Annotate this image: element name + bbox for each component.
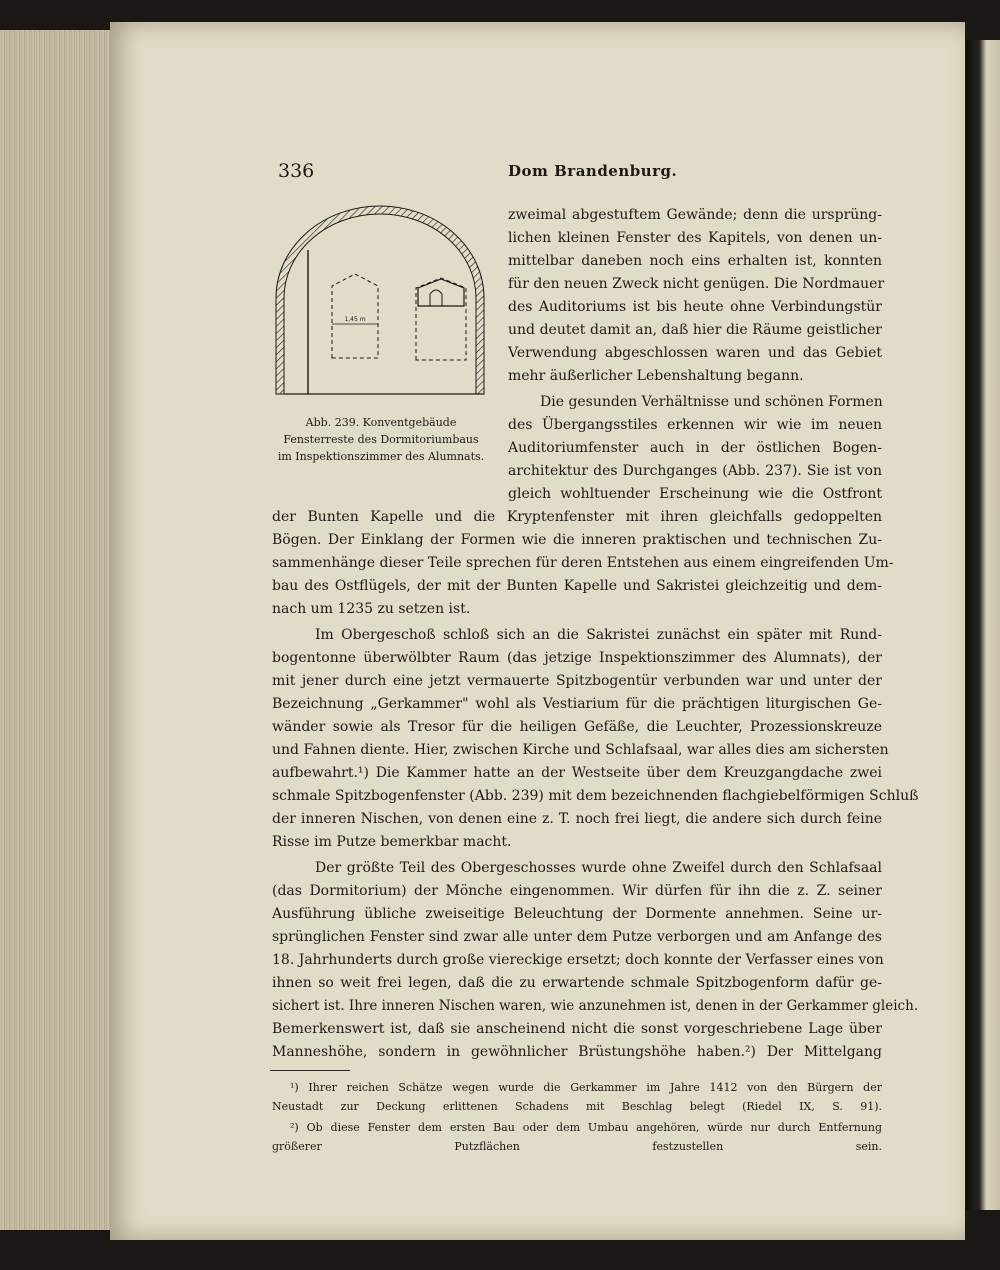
text-line: und Fahnen diente. Hier, zwischen Kirche und Schlafsaal, war alles dies am sichersten [272, 742, 889, 758]
text-line: zweimal abgestuftem Gewände; denn die ursprüng- [508, 207, 882, 223]
footnote-rule [270, 1070, 350, 1071]
footnote-line: ²) Ob diese Fenster dem ersten Bau oder dem Umbau angehören, würde nur durch Entfernung [290, 1121, 882, 1134]
footnote-line: ¹) Ihrer reichen Schätze wegen wurde die Gerkammer im Jahre 1412 von den Bürgern der [290, 1081, 882, 1094]
dimension-label: 1,45 m [344, 316, 366, 323]
text-line: des Übergangsstiles erkennen wir wie im neuen [508, 417, 882, 433]
text-line: Manneshöhe, sondern in gewöhnlicher Brüstungshöhe haben.²) Der Mittelgang [272, 1044, 882, 1060]
text-line: bau des Ostflügels, der mit der Bunten Kapelle und Sakristei gleichzeitig und dem- [272, 578, 882, 594]
text-line: sprünglichen Fenster sind zwar alle unter dem Putze verborgen und am Anfange des [272, 929, 882, 945]
text-line: Die gesunden Verhältnisse und schönen Formen [540, 394, 883, 410]
text-line: Verwendung abgeschlossen waren und das Gebiet [508, 345, 882, 361]
text-line: wänder sowie als Tresor für die heiligen Gefäße, die Leuchter, Prozessionskreuze [272, 719, 882, 735]
text-line: Bemerkenswert ist, daß sie anscheinend nicht die sonst vorgeschriebene Lage über [272, 1021, 882, 1037]
footnote-line: größerer Putzflächen festzustellen sein. [272, 1140, 882, 1153]
facing-page-edge [966, 40, 1000, 1210]
page-number: 336 [278, 160, 315, 182]
text-line: Auditoriumfenster auch in der östlichen Bogen- [508, 440, 882, 456]
text-line: Ausführung übliche zweiseitige Beleuchtung der Dormente annehmen. Seine ur- [272, 906, 882, 922]
text-line: sammenhänge dieser Teile sprechen für deren Entstehen aus einem eingreifenden Um- [272, 555, 894, 571]
caption-line: Abb. 239. Konventgebäude [305, 416, 457, 429]
footnote-line: Neustadt zur Deckung erlittenen Schadens mit Beschlag belegt (Riedel IX, S. 91). [272, 1100, 882, 1113]
right-niche [416, 278, 466, 360]
text-line: aufbewahrt.¹) Die Kammer hatte an der Westseite über dem Kreuzgangdache zwei [272, 765, 882, 781]
caption-line: im Inspektionszimmer des Alumnats. [277, 450, 485, 463]
right-window-arch [430, 290, 442, 306]
figure-239-drawing [270, 198, 490, 413]
text-line: schmale Spitzbogenfenster (Abb. 239) mit dem bezeichnenden flachgiebelförmigen Schluß [272, 788, 919, 804]
text-line: Bögen. Der Einklang der Formen wie die inneren praktischen und technischen Zu- [272, 532, 882, 548]
text-line: Der größte Teil des Obergeschosses wurde ohne Zweifel durch den Schlafsaal [315, 860, 882, 876]
text-line: lichen kleinen Fenster des Kapitels, von denen un- [508, 230, 882, 246]
text-line: nach um 1235 zu setzen ist. [272, 601, 471, 617]
text-line: (das Dormitorium) der Mönche eingenommen. Wir dürfen für ihn die z. Z. seiner [272, 883, 882, 899]
figure-caption [270, 414, 492, 465]
text-line: und deutet damit an, daß hier die Räume geistlicher [508, 322, 882, 338]
text-line: ihnen so weit frei legen, daß die zu erwartende schmale Spitzbogenform dafür ge- [272, 975, 882, 991]
text-line: Bezeichnung „Gerkammer" wohl als Vestiarium für die prächtigen liturgischen Ge- [272, 696, 882, 712]
text-line: für den neuen Zweck nicht genügen. Die Nordmauer [508, 276, 885, 292]
text-line: der Bunten Kapelle und die Kryptenfenster mit ihren gleichfalls gedoppelten [272, 509, 882, 525]
text-line: architektur des Durchganges (Abb. 237). Sie ist von [508, 463, 882, 479]
text-line: Risse im Putze bemerkbar macht. [272, 834, 512, 850]
text-line: 18. Jahrhunderts durch große viereckige ersetzt; doch konnte der Verfasser eines von [272, 952, 884, 968]
page-header [278, 160, 878, 186]
running-head: Dom Brandenburg. [508, 162, 678, 180]
text-line: der inneren Nischen, von denen eine z. T. noch frei liegt, die andere sich durch feine [272, 811, 882, 827]
text-line: bogentonne überwölbter Raum (das jetzige Inspektionszimmer des Alumnats), der [272, 650, 882, 666]
text-line: gleich wohltuender Erscheinung wie die Ostfront [508, 486, 882, 502]
text-line: des Auditoriums ist bis heute ohne Verbindungstür [508, 299, 882, 315]
text-line: mehr äußerlicher Lebenshaltung begann. [508, 368, 804, 384]
text-line: mit jener durch eine jetzt vermauerte Spitzbogentür verbunden war und unter der [272, 673, 882, 689]
caption-line: Fensterreste des Dormitoriumbaus [283, 433, 479, 446]
text-line: sichert ist. Ihre inneren Nischen waren, wie anzunehmen ist, denen in der Gerkammer gleich. [272, 998, 919, 1014]
text-line: Im Obergeschoß schloß sich an die Sakristei zunächst ein später mit Rund- [315, 627, 882, 643]
text-line: mittelbar daneben noch eins erhalten ist, konnten [508, 253, 882, 269]
vault-hatching [276, 206, 484, 394]
